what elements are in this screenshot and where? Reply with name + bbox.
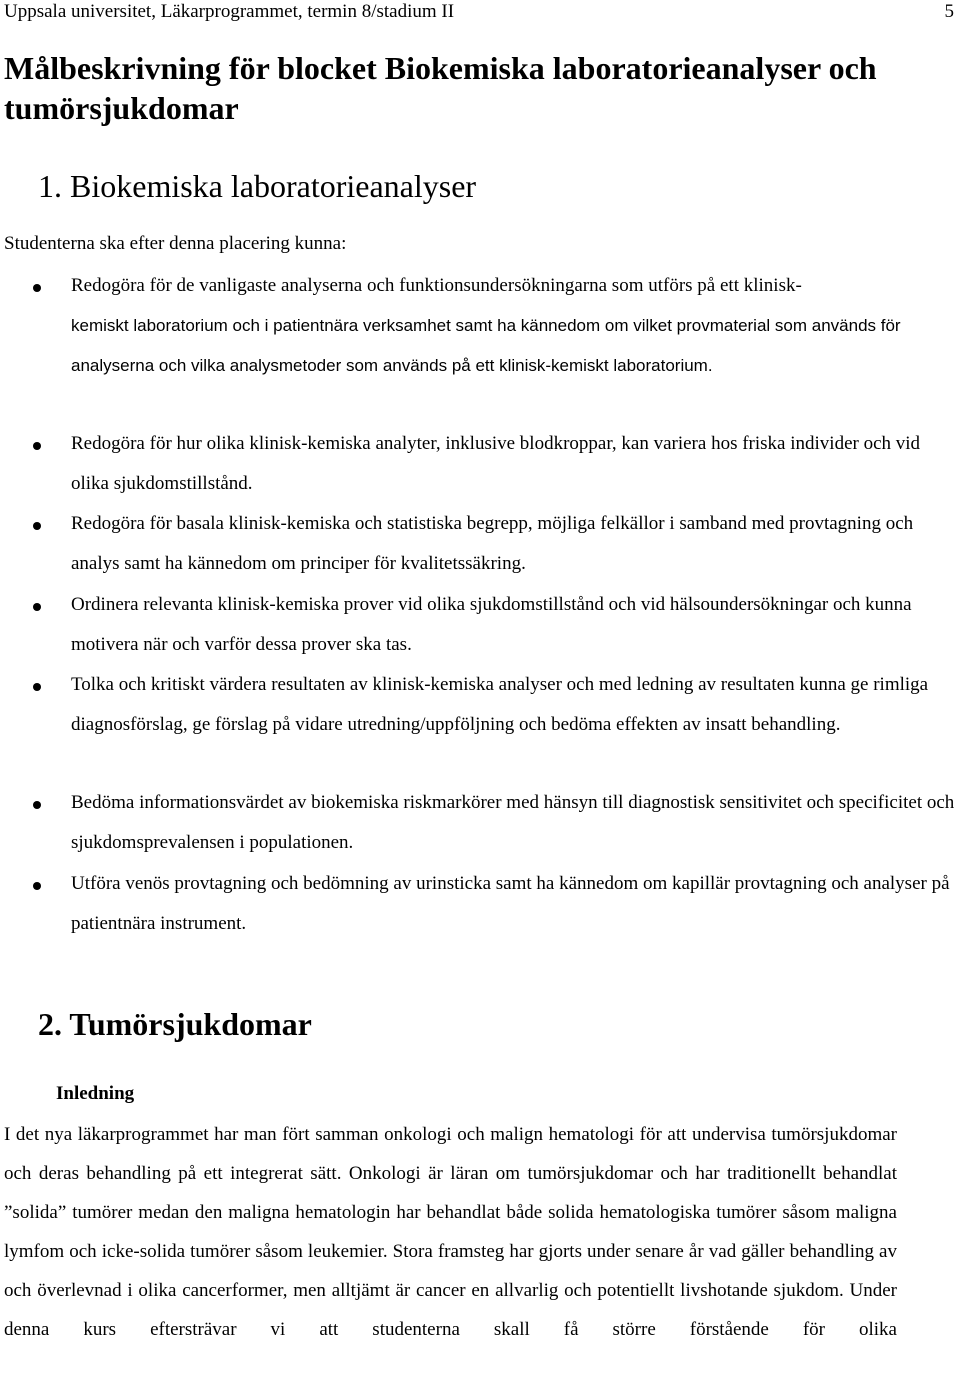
list-item-text-first-line: Redogöra för de vanligaste analyserna och funktionsundersökningarna som utförs på ett klinisk- <box>71 275 802 296</box>
bullet-icon <box>33 522 41 530</box>
list-item-text: Bedöma informationsvärdet av biokemiska riskmarkörer med hänsyn till diagnostisk sensitivitet och specificitet och sjukdomsprevalensen i populationen. <box>71 792 955 853</box>
bullet-icon <box>33 882 41 890</box>
list-item-text: Ordinera relevanta klinisk-kemiska prover vid olika sjukdomstillstånd och vid hälsoundersökningar och kunna motivera när och varför dessa prover ska tas. <box>71 594 912 655</box>
bullet-icon <box>33 284 41 292</box>
bullet-icon <box>33 603 41 611</box>
list-item-text <box>71 266 959 386</box>
page-header <box>4 0 954 24</box>
list-item-text: Tolka och kritiskt värdera resultaten av klinisk-kemiska analyser och med ledning av resultaten kunna ge rimliga diagnosförslag, ge förslag på vidare utredning/uppföljning och bedöma effekten av insatt behandling. <box>71 674 929 735</box>
section-heading-biokemiska: 1. Biokemiska laboratorieanalyser <box>38 168 477 204</box>
intro-paragraph: I det nya läkarprogrammet har man fört samman onkologi och malign hematologi för att undervisa tumörsjukdomar och deras behandling på ett integrerat sätt. Onkologi är läran om tumörsjukdomar och har traditionellt behandlat ”solida” tumörer medan den maligna hematologin har behandlat både solida hematologiska tumörer såsom maligna lymfom och icke-solida tumörer såsom leukemier. Stora framsteg har gjorts under senare år vad gäller behandling av och överlevnad i olika cancerformer, men alltjämt är cancer en allvarlig och potentiellt livshotande sjukdom. Under denna kurs eftersträvar vi att studenterna skall få större förstående för olika <box>4 1124 897 1340</box>
section-intro: Studenterna ska efter denna placering kunna: <box>4 233 347 254</box>
list-item-text: Redogöra för hur olika klinisk-kemiska analyter, inklusive blodkroppar, kan variera hos friska individer och vid olika sjukdomstillstånd. <box>71 433 921 494</box>
header-institution: Uppsala universitet, Läkarprogrammet, termin 8/stadium II <box>4 1 455 22</box>
list-item-text: Utföra venös provtagning och bedömning av urinsticka samt ha kännedom om kapillär provtagning och analyser på patientnära instrument. <box>71 873 950 934</box>
section-heading-tumorsjukdomar: 2. Tumörsjukdomar <box>38 1006 312 1042</box>
bullet-icon <box>33 683 41 691</box>
document-title: Målbeskrivning för blocket Biokemiska laboratorieanalyser och tumörsjukdomar <box>4 50 877 126</box>
list-item-text-continued: kemiskt laboratorium och i patientnära verksamhet samt ha kännedom om vilket provmaterial som används för analyserna och vilka analysmetoder som används på ett klinisk-kemiskt laboratorium. <box>71 316 901 375</box>
list-item-text: Redogöra för basala klinisk-kemiska och statistiska begrepp, möjliga felkällor i samband med provtagning och analys samt ha kännedom om principer för kvalitetssäkring. <box>71 513 914 574</box>
bullet-icon <box>33 801 41 809</box>
bullet-icon <box>33 442 41 450</box>
subheading-inledning: Inledning <box>56 1083 135 1104</box>
page-number: 5 <box>944 1 954 22</box>
